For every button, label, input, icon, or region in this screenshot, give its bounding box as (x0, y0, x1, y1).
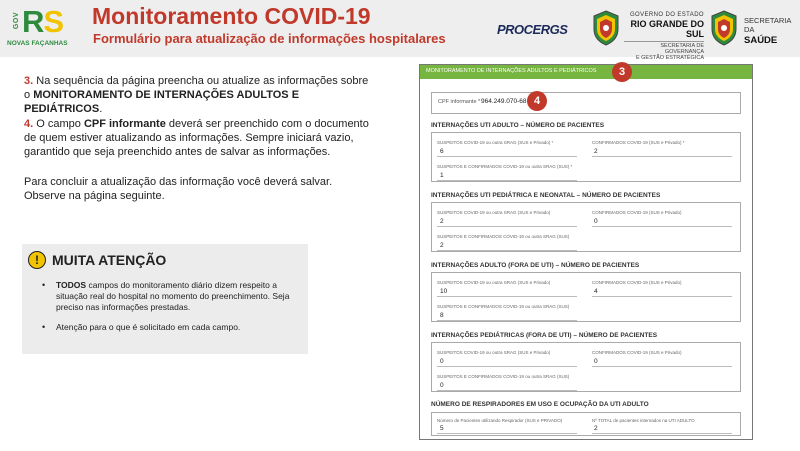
step-text-bold: MONITORAMENTO DE INTERNAÇÕES ADULTOS E PEDIÁTRICOS (24, 89, 300, 115)
attention-list (42, 280, 304, 342)
header-banner (0, 0, 800, 61)
step-number: 3. (24, 75, 34, 87)
field-label: SUSPEITOS COVID-19 ou outra SRAG (SUS e Privado) (437, 280, 551, 285)
field-input[interactable]: 4 (594, 288, 598, 295)
field-label: SUSPEITOS E CONFIRMADOS COVID-19 ou outra SRAG (SUS) (437, 304, 570, 309)
section-title: INTERNAÇÕES UTI ADULTO – NÚMERO DE PACIENTES (431, 122, 605, 129)
input-underline (437, 433, 577, 434)
input-underline (437, 226, 577, 227)
gov-line-3a: SECRETARIA DE GOVERNANÇA (660, 43, 704, 55)
field-label: CONFIRMADOS COVID-19 (SUS e Privado) (592, 350, 682, 355)
cpf-field[interactable] (431, 92, 741, 114)
input-underline (592, 433, 732, 434)
cpf-input[interactable]: 964.249.070-68 (481, 98, 527, 105)
section-title: INTERNAÇÕES UTI PEDIÁTRICA E NEONATAL – NÚMERO DE PACIENTES (431, 192, 661, 199)
field-label: CONFIRMADOS COVID-19 (SUS e Privado) (592, 280, 682, 285)
input-underline (592, 156, 732, 157)
secretaria-crest-icon (709, 9, 739, 47)
input-underline (437, 156, 577, 157)
gov-line-2: RIO GRANDE DO SUL (630, 19, 704, 39)
field-label: Nº TOTAL de pacientes internados na UTI ADULTO (592, 418, 695, 423)
step-text-end: deverá ser preenchido com o documento de quem estiver atualizando as informações. Sempre iniciará vazio, garantido que seja preenchido antes de salvar as informações. (24, 118, 369, 158)
input-underline (437, 366, 577, 367)
step-text-end: . (99, 103, 103, 115)
form-section-header[interactable] (420, 65, 752, 79)
attention-title: MUITA ATENÇÃO (52, 252, 167, 268)
gov-line-1: GOVERNO DO ESTADO (629, 12, 704, 18)
field-label: Número de Pacientes utilizando Respirador (SUS e PRIVADO) (437, 418, 563, 423)
field-input[interactable]: 5 (440, 425, 444, 432)
input-underline (592, 366, 732, 367)
page-subtitle: Formulário para atualização de informações hospitalares (93, 31, 446, 46)
input-underline (437, 250, 577, 251)
field-input[interactable]: 0 (440, 382, 444, 389)
procergs-logo: PROCERGS (497, 22, 568, 37)
input-underline (437, 296, 577, 297)
field-label: SUSPEITOS E CONFIRMADOS COVID-19 ou outra SRAG (SUS) (437, 374, 570, 379)
attention-header (28, 250, 166, 270)
field-input[interactable]: 0 (594, 218, 598, 225)
section-title: INTERNAÇÕES PEDIÁTRICAS (FORA DE UTI) – NÚMERO DE PACIENTES (431, 332, 658, 339)
page-title: Monitoramento COVID-19 (92, 3, 371, 29)
attention-item (42, 280, 304, 313)
callout-badge-3: 3 (612, 62, 632, 82)
field-label: SUSPEITOS COVID-19 ou outra SRAG (SUS e Privado) * (437, 140, 554, 145)
field-input[interactable]: 10 (440, 288, 448, 295)
attention-item: • Atenção para o que é solicitado em cada campo. (42, 322, 304, 333)
secretaria-saude-wordmark (744, 16, 798, 46)
field-input[interactable]: 2 (440, 218, 444, 225)
input-underline (437, 390, 577, 391)
field-input[interactable]: 6 (440, 148, 444, 155)
input-underline (437, 320, 577, 321)
step-text: Na sequência da página preencha ou atualize as informações sobre o (24, 75, 369, 101)
secretaria-line-1: SECRETARIA DA (744, 16, 791, 34)
field-label: SUSPEITOS E CONFIRMADOS COVID-19 ou outra SRAG (SUS) (437, 234, 570, 239)
section-title: INTERNAÇÕES ADULTO (FORA DE UTI) – NÚMERO DE PACIENTES (431, 262, 640, 269)
input-underline (592, 226, 732, 227)
form-section-title: MONITORAMENTO DE INTERNAÇÕES ADULTOS E PEDIÁTRICOS (426, 68, 597, 74)
logo-rs-letters (22, 6, 63, 38)
field-input[interactable]: 2 (594, 425, 598, 432)
instruction-step-4 (24, 117, 370, 159)
logo-letter-r: R (22, 4, 44, 39)
callout-badge-4: 4 (527, 91, 547, 111)
logo-letter-s: S (43, 4, 64, 39)
instruction-conclusion: Para concluir a atualização das informação você deverá salvar. Observe na página seguinte. (24, 176, 333, 202)
gov-rs-logo (6, 4, 68, 50)
logo-tagline: NOVAS FAÇANHAS (7, 40, 68, 47)
input-underline (592, 296, 732, 297)
logo-gov-text: GOV (13, 12, 20, 30)
gov-line-3b: E GESTÃO ESTRATÉGICA (635, 55, 704, 61)
input-underline (437, 180, 577, 181)
instruction-step-3 (24, 74, 370, 116)
step-text: O campo (33, 118, 84, 130)
field-input[interactable]: 8 (440, 312, 444, 319)
field-input[interactable]: 2 (440, 242, 444, 249)
field-input[interactable]: 0 (594, 358, 598, 365)
step-number: 4. (24, 118, 34, 130)
field-input[interactable]: 2 (594, 148, 598, 155)
attention-box (22, 244, 308, 354)
attention-item-bold: TODOS (56, 280, 87, 290)
field-label: SUSPEITOS COVID-19 ou outra SRAG (SUS e Privado) (437, 210, 551, 215)
cpf-label: CPF informante * (438, 99, 481, 105)
field-input[interactable]: 0 (440, 358, 444, 365)
warning-icon: ! (28, 251, 46, 269)
field-label: CONFIRMADOS COVID-19 (SUS e Privado) (592, 210, 682, 215)
field-label: CONFIRMADOS COVID-19 (SUS e Privado) * (592, 140, 685, 145)
section-title: NÚMERO DE RESPIRADORES EM USO E OCUPAÇÃO DA UTI ADULTO (431, 401, 649, 408)
field-input[interactable]: 1 (440, 172, 444, 179)
gov-line-3 (624, 41, 704, 61)
attention-item-text: campos do monitoramento diário dizem respeito a situação real do hospital no momento do preenchimento. Seja preciso nas informações prestadas. (56, 280, 290, 312)
secretaria-line-2: SAÚDE (744, 35, 778, 46)
field-label: SUSPEITOS COVID-19 ou outra SRAG (SUS e Privado) (437, 350, 551, 355)
state-crest-icon (591, 9, 621, 47)
step-text-bold: CPF informante (83, 118, 166, 130)
field-label: SUSPEITOS E CONFIRMADOS COVID-19 ou outra SRAG (SUS) * (437, 164, 573, 169)
gov-rs-wordmark (624, 12, 704, 61)
